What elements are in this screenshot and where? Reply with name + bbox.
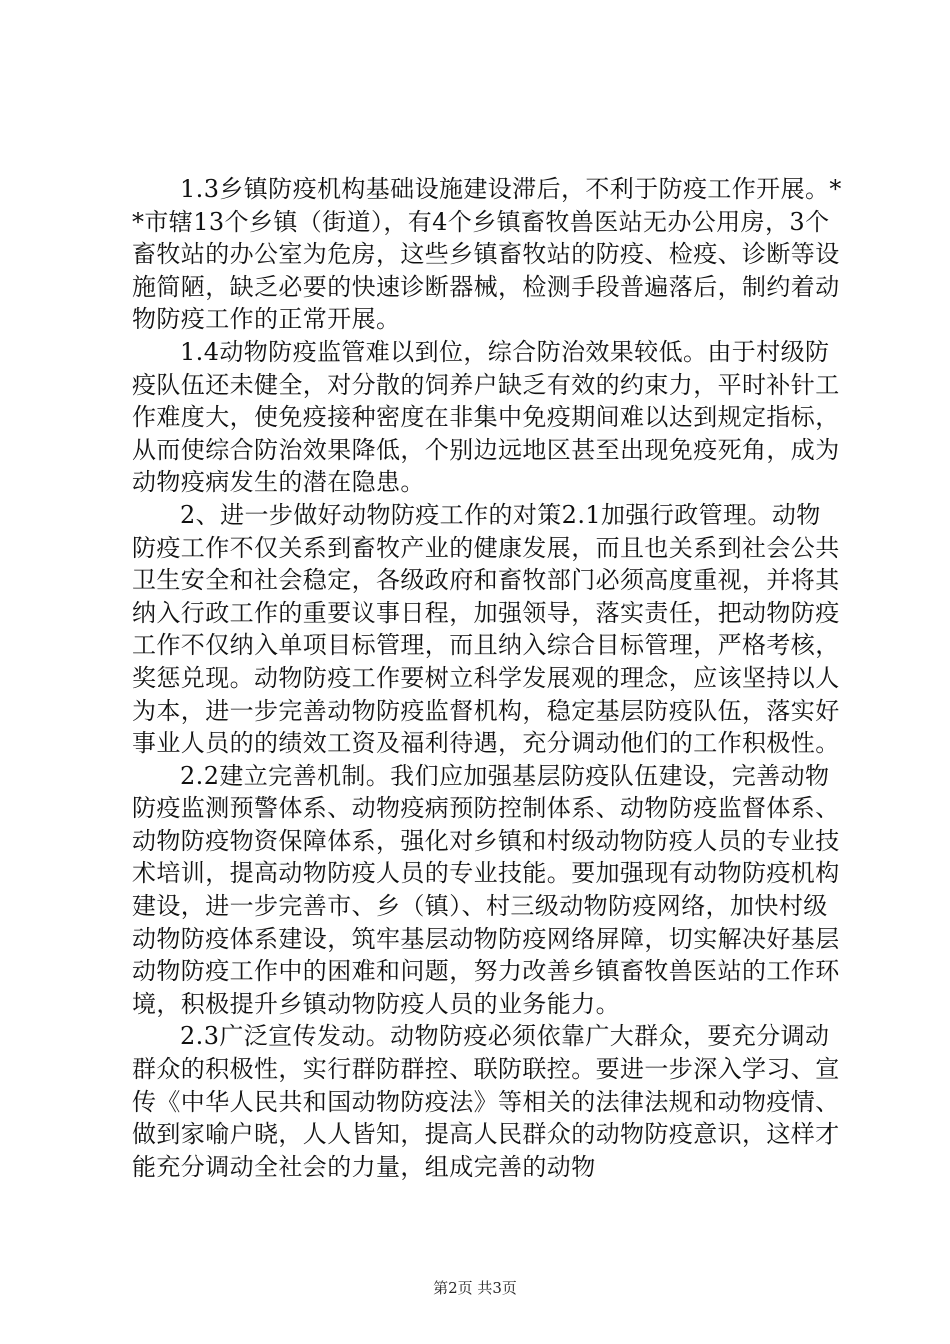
document-body <box>132 173 842 1183</box>
paragraph-2-3: 2.3广泛宣传发动。动物防疫必须依靠广大群众，要充分调动群众的积极性，实行群防群控、联防联控。要进一步深入学习、宣传《中华人民共和国动物防疫法》等相关的法律法规和动物疫情、做到家喻户晓，人人皆知，提高人民群众的动物防疫意识，这样才能充分调动全社会的力量，组成完善的动物 <box>132 1022 840 1181</box>
paragraph-2-1: 2、进一步做好动物防疫工作的对策2.1加强行政管理。动物防疫工作不仅关系到畜牧产业的健康发展，而且也关系到社会公共卫生安全和社会稳定，各级政府和畜牧部门必须高度重视，并将其纳入行政工作的重要议事日程，加强领导，落实责任，把动物防疫工作不仅纳入单项目标管理，而且纳入综合目标管理，严格考核，奖惩兑现。动物防疫工作要树立科学发展观的理念，应该坚持以人为本，进一步完善动物防疫监督机构，稳定基层防疫队伍，落实好事业人员的的绩效工资及福利待遇，充分调动他们的工作积极性。 <box>132 500 840 758</box>
paragraph-2-2: 2.2建立完善机制。我们应加强基层防疫队伍建设，完善动物防疫监测预警体系、动物疫病预防控制体系、动物防疫监督体系、动物防疫物资保障体系，强化对乡镇和村级动物防疫人员的专业技术培训，提高动物防疫人员的专业技能。要加强现有动物防疫机构建设，进一步完善市、乡（镇）、村三级动物防疫网络，加快村级动物防疫体系建设，筑牢基层动物防疫网络屏障，切实解决好基层动物防疫工作中的困难和问题，努力改善乡镇畜牧兽医站的工作环境，积极提升乡镇动物防疫人员的业务能力。 <box>132 761 840 1018</box>
page-footer: 第2页 共3页 <box>433 1279 517 1297</box>
paragraph-1-4: 1.4动物防疫监管难以到位，综合防治效果较低。由于村级防疫队伍还未健全，对分散的饲养户缺乏有效的约束力，平时补针工作难度大，使免疫接种密度在非集中免疫期间难以达到规定指标，从而使综合防治效果降低，个别边远地区甚至出现免疫死角，成为动物疫病发生的潜在隐患。 <box>132 337 840 497</box>
paragraph-1-3: 1.3乡镇防疫机构基础设施建设滞后，不利于防疫工作开展。**市辖13个乡镇（街道），有4个乡镇畜牧兽医站无办公用房，3个畜牧站的办公室为危房，这些乡镇畜牧站的防疫、检疫、诊断等设施简陋，缺乏必要的快速诊断器械，检测手段普遍落后，制约着动物防疫工作的正常开展。 <box>132 175 842 334</box>
